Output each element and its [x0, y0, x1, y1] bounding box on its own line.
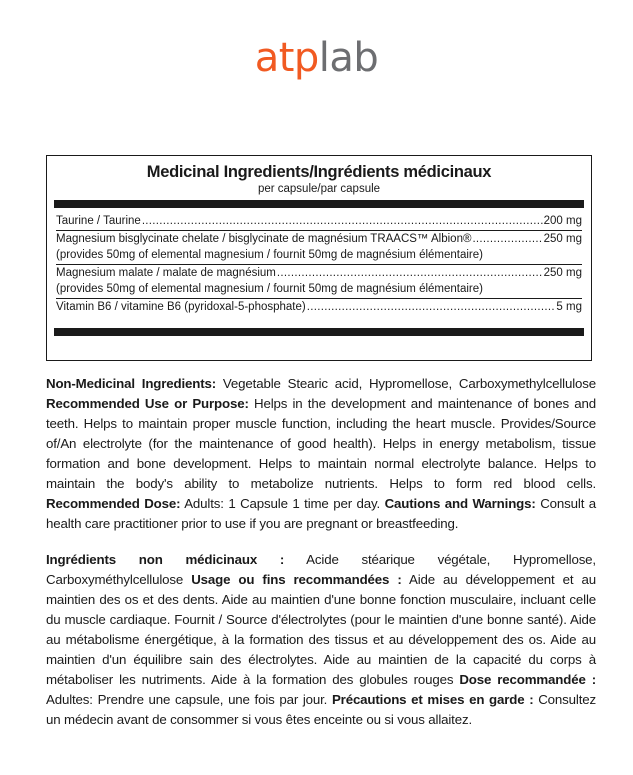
ingredient-name: Magnesium bisglycinate chelate / bisglycinate de magnésium TRAACS™ Albion®: [56, 232, 472, 245]
nonmed-text-fr: Acide stéarique végétale, Hypromellose, Carboxyméthylcellulose: [46, 552, 596, 587]
ingredient-amount: 250 mg: [543, 266, 582, 279]
nonmed-text: Vegetable Stearic acid, Hypromellose, Carboxymethylcellulose: [216, 376, 596, 391]
ingredient-rows: [56, 213, 582, 315]
use-text: Helps in the development and maintenance of bones and teeth. Helps to maintain proper muscle function, including the heart muscle. Provides/Source of/An electrolyte (for the maintenance of good health). Helps in energy metabolism, tissue formation and bone development. Helps to maintain normal electrolyte balance. Helps to maintain the body's ability to metabolize nutrients. Helps to form red blood cells.: [46, 396, 596, 491]
panel-bottom-bar: [54, 328, 584, 336]
logo-atp-text: atp: [254, 35, 319, 81]
dose-label-fr: Dose recommandée :: [459, 672, 597, 687]
dose-text-fr: Adultes: Prendre une capsule, une fois par jour.: [46, 692, 332, 707]
atplab-logo: [0, 35, 633, 81]
english-label-paragraph: [46, 374, 596, 534]
ingredient-row: [56, 231, 582, 248]
caution-text-fr: Consultez un médecin avant de consommer si vous êtes enceinte ou si vous allaitez.: [46, 692, 596, 727]
use-label: Recommended Use or Purpose:: [46, 396, 249, 411]
ingredient-amount: 200 mg: [543, 215, 582, 227]
leader-dots: [142, 213, 543, 230]
ingredient-row: [56, 265, 582, 282]
ingredient-note: (provides 50mg of elemental magnesium / fournit 50mg de magnésium élémentaire): [56, 249, 483, 261]
nonmed-label: Non-Medicinal Ingredients:: [46, 376, 217, 391]
ingredient-row: [56, 299, 582, 316]
ingredient-name: Vitamin B6 / vitamine B6 (pyridoxal-5-phosphate): [56, 300, 306, 313]
caution-text: Consult a health care practitioner prior to use if you are pregnant or breastfeeding.: [46, 496, 597, 531]
ingredient-note: (provides 50mg of elemental magnesium / fournit 50mg de magnésium élémentaire): [56, 283, 483, 295]
leader-dots: [307, 299, 556, 316]
nonmed-label-fr: Ingrédients non médicinaux :: [46, 552, 285, 567]
caution-label: Cautions and Warnings:: [384, 496, 536, 511]
ingredient-amount: 250 mg: [543, 232, 582, 245]
use-text-fr: Aide au développement et au maintien des os et des dents. Aide au maintien d'une bonne fonction musculaire, incluant celle du muscle cardiaque. Fournit / Source d'électrolytes (pour le maintien d'une bonne santé). Aide au métabolisme énergétique, à la formation des tissus et au développement des os. Aide au maintien d'un équilibre sain des électrolytes. Aide au maintien de la capacité du corps à métaboliser les nutriments. Aide à la formation des globules rouges: [46, 572, 596, 687]
ingredient-row: [56, 213, 582, 230]
leader-dots: [277, 265, 543, 282]
dose-text: Adults: 1 Capsule 1 time per day.: [180, 496, 385, 511]
panel-title: Medicinal Ingredients/Ingrédients médicinaux: [146, 163, 492, 181]
dose-label: Recommended Dose:: [46, 496, 181, 511]
ingredient-name: Magnesium malate / malate de magnésium: [56, 266, 276, 279]
panel-subtitle: per capsule/par capsule: [257, 183, 381, 195]
french-label-paragraph: [46, 550, 596, 730]
logo-lab-text: lab: [318, 35, 379, 81]
leader-dots: [472, 231, 542, 248]
ingredient-name: Taurine / Taurine: [56, 215, 141, 227]
panel-top-bar: [54, 200, 584, 208]
medicinal-ingredients-panel: [46, 155, 592, 361]
caution-label-fr: Précautions et mises en garde :: [331, 692, 534, 707]
use-label-fr: Usage ou fins recommandées :: [191, 572, 402, 587]
ingredient-amount: 5 mg: [556, 300, 582, 313]
